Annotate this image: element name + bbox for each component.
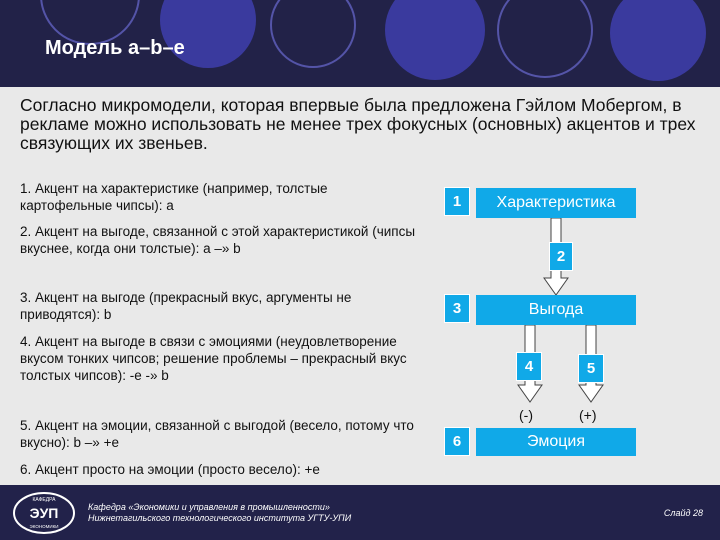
list-item-4: 4. Акцент на выгоде в связи с эмоциями (неудовлетворение вкусом тонких чипсов; решение проблемы – прекрасный вкус толстых чипсов): -е -» b xyxy=(20,334,407,383)
list-item-2: 2. Акцент на выгоде, связанной с этой характеристикой (чипсы вкуснее, когда они толстые): а –» b xyxy=(20,224,416,256)
decor-circle xyxy=(385,0,485,80)
intro-paragraph: Согласно микромодели, которая впервые была предложена Гэйлом Мобергом, в рекламе можно использовать не менее трех фокусных (основных) акцентов и трех связующих их звеньев. xyxy=(20,95,696,153)
emotion-box: Эмоция xyxy=(476,428,636,456)
header-band xyxy=(0,0,720,87)
department-caption xyxy=(88,502,351,524)
list-item-3: 3. Акцент на выгоде (прекрасный вкус, аргументы не приводятся): b xyxy=(20,290,352,322)
number-box-3: 3 xyxy=(444,294,470,323)
svg-text:КАФЕДРА: КАФЕДРА xyxy=(32,497,56,503)
svg-text:ЭКОНОМИКИ: ЭКОНОМИКИ xyxy=(29,524,59,529)
decor-circle xyxy=(610,0,706,81)
number-box-5: 5 xyxy=(578,354,604,383)
characteristic-box: Характеристика xyxy=(476,188,636,218)
list-item-1: 1. Акцент на характеристике (например, толстые картофельные чипсы): а xyxy=(20,181,328,213)
benefit-box: Выгода xyxy=(476,295,636,325)
minus-sign: (-) xyxy=(519,407,533,423)
slide-number: Слайд 28 xyxy=(663,508,703,518)
list-item-6: 6. Акцент просто на эмоции (просто весело): +е xyxy=(20,462,320,477)
number-box-6: 6 xyxy=(444,427,470,456)
svg-text:ЭУП: ЭУП xyxy=(29,505,59,521)
department-line-1: Кафедра «Экономики и управления в промышленности» xyxy=(88,502,330,512)
slide-title: Модель a–b–e xyxy=(45,37,185,59)
department-line-2: Нижнетагильского технологического института УГТУ-УПИ xyxy=(88,513,352,523)
content-area xyxy=(0,87,720,485)
decor-ring xyxy=(270,0,356,68)
plus-sign: (+) xyxy=(579,407,597,423)
number-box-4: 4 xyxy=(516,352,542,381)
decor-ring xyxy=(497,0,593,78)
department-logo xyxy=(12,491,76,535)
footer-band xyxy=(0,485,720,540)
list-item-5: 5. Акцент на эмоции, связанной с выгодой (весело, потому что вкусно): b –» +е xyxy=(20,418,414,450)
number-box-1: 1 xyxy=(444,187,470,216)
number-box-2: 2 xyxy=(549,242,573,271)
